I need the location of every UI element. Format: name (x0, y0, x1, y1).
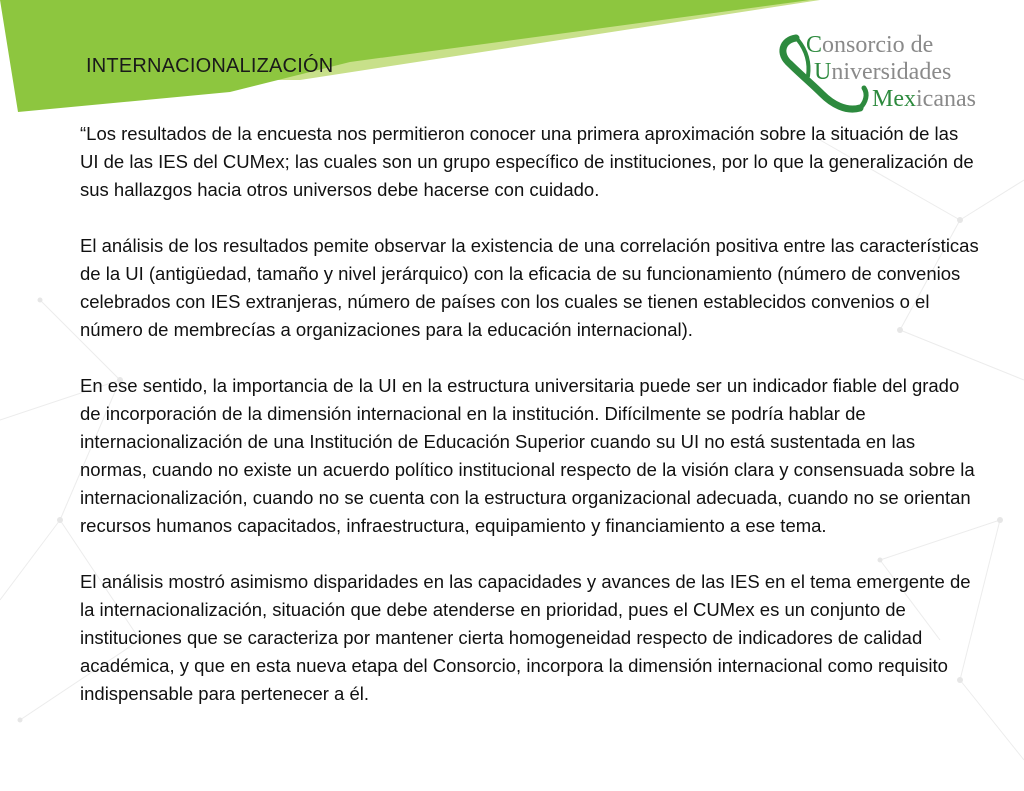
paragraph-2: El análisis de los resultados pemite observar la existencia de una correlación positiva entre las características de la UI (antigüedad, tamaño y nivel jerárquico) con la eficacia de su funcionamiento (número de convenios celebrados con IES extranjeras, número de países con los cuales se tienen establecidos convenios o el número de membrecías a organizaciones para la educación internacional). (80, 235, 979, 340)
logo-initial-mex: Mex (872, 86, 916, 112)
logo-line-1: onsorcio de (822, 32, 934, 58)
body-text (80, 120, 980, 736)
slide-title: INTERNACIONALIZACIÓN (86, 55, 334, 77)
logo-line-2: niversidades (831, 59, 952, 85)
logo-line-3: icanas (916, 86, 976, 112)
paragraph-1: “Los resultados de la encuesta nos permitieron conocer una primera aproximación sobre la situación de las UI de las IES del CUMex; las cuales son un grupo específico de instituciones, por lo que la generalización de sus hallazgos hacia otros universos debe hacerse con cuidado. (80, 123, 974, 200)
logo-initial-c: C (806, 32, 823, 58)
paragraph-4: El análisis mostró asimismo disparidades en las capacidades y avances de las IES en el tema emergente de la internacionalización, situación que debe atenderse en prioridad, pues el CUMex es un conjunto de instituciones que se caracteriza por mantener cierta homogeneidad respecto de indicadores de calidad académica, y que en esta nueva etapa del Consorcio, incorpora la dimensión internacional como requisito indispensable para pertenecer a él. (80, 571, 971, 704)
logo-wordmark (806, 32, 976, 113)
cumex-logo (776, 30, 1016, 120)
paragraph-3: En ese sentido, la importancia de la UI en la estructura universitaria puede ser un indicador fiable del grado de incorporación de la dimensión internacional en la institución. Difícilmente se podría hablar de internacionalización de una Institución de Educación Superior cuando su UI no está sustentada en las normas, cuando no existe un acuerdo político institucional respecto de la visión clara y consensuada sobre la internacionalización, cuando no se cuenta con la estructura organizacional adecuada, cuando no se orientan recursos humanos capacitados, infraestructura, equipamiento y financiamiento a ese tema. (80, 375, 975, 536)
logo-initial-u: U (814, 59, 832, 85)
